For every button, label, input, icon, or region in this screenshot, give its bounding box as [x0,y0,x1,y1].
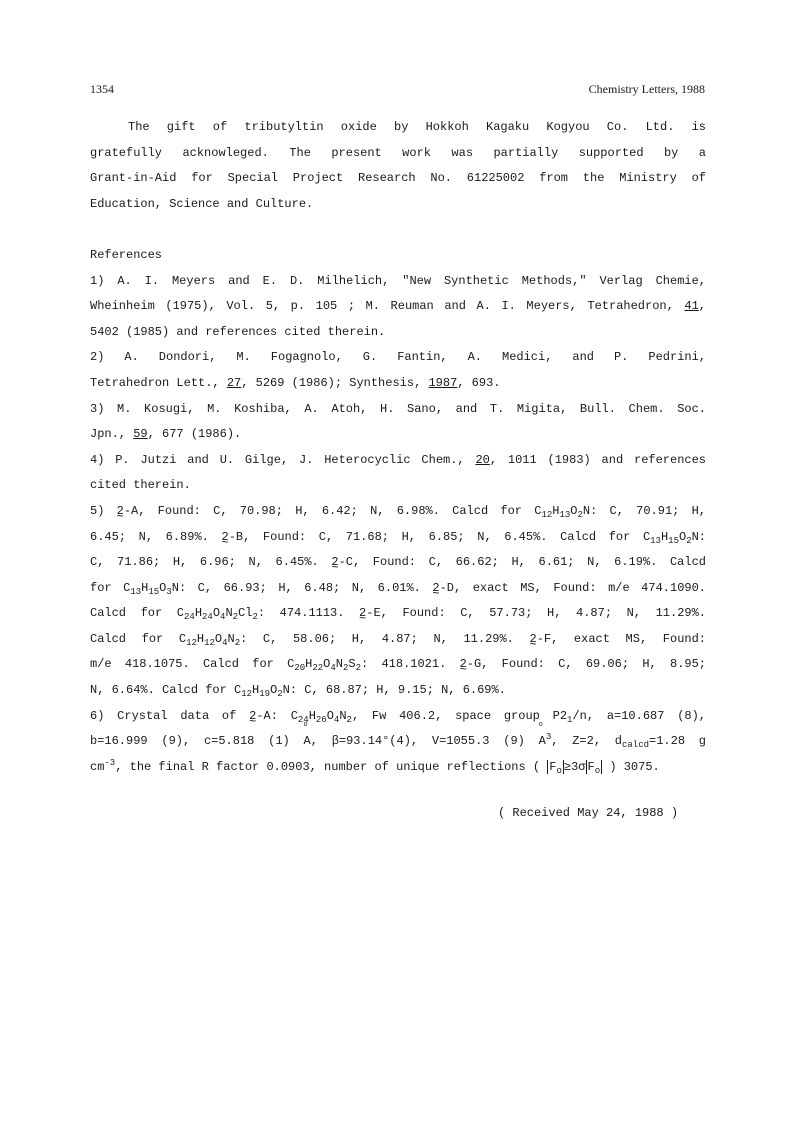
reference-5-line: Calcd for $C_{12}H_{12}O_4N_2$: C, 58.06; H, 4.87; N, 11.29%. 2 ~-F, exact MS, Found: [90,630,706,656]
compound-number: 2 ~ [249,707,256,725]
volume-number: 27 [226,375,242,390]
reference-5-line: for $C_{13}H_{15}O_3N$: C, 66.93; H, 6.48; N, 6.01%. 2 ~-D, exact MS, Found: m/e 474.1090. [90,579,706,605]
reference-5-line: m/e 418.1075. Calcd for $C_{20}H_{22}O_4N_2S_2$: 418.1021. 2 ~-G, Found: C, 69.06; H, 8.95; [90,655,706,681]
reference-3-line: Jpn., 59, 677 (1986). [90,427,242,442]
acknowledgment-line: Grant-in-Aid for Special Project Research No. 61225002 from the Ministry of [90,171,706,186]
acknowledgment-line: gratefully acknowleged. The present work was partially supported by a [90,145,706,160]
compound-number: 2 ~ [460,655,467,673]
body-text [90,118,706,783]
reference-6-line: b=16.999 (9), c=5.818 (1) o A, β=93.14°(4), V=1055.3 (9) o $A^3$, Z=2, $d_{calcd}=1.28$ g [90,732,706,758]
volume-number: 41 [684,299,699,314]
page-header [90,82,705,98]
received-date: ( Received May 24, 1988 ) [498,806,679,820]
acknowledgment-line: The gift of tributyltin oxide by Hokkoh Kagaku Kogyou Co. Ltd. is [128,120,706,134]
references-heading: References [90,247,163,262]
compound-number: 2 ~ [117,502,124,520]
reference-4-line: cited therein. [90,478,191,493]
reference-5-line: N, 6.64%. Calcd for $C_{12}H_{19}O_2N$: C, 68.87; H, 9.15; N, 6.69%. [90,683,506,700]
volume-number: 20 [475,452,490,467]
compound-number: 2 ~ [331,553,338,571]
acknowledgment-line: Education, Science and Culture. [90,196,314,211]
compound-number: 2 ~ [221,528,228,546]
compound-number: 2 ~ [432,579,439,597]
reference-5-line: Calcd for $C_{24}H_{24}O_4N_2Cl_2$: 474.1113. 2 ~-E, Found: C, 57.73; H, 4.87; N, 11.29%. [90,604,706,630]
reference-5-line: 6.45; N, 6.89%. 2 ~-B, Found: C, 71.68; H, 6.85; N, 6.45%. Calcd for $C_{13}H_{15}O_2N$: [90,528,706,554]
volume-number: 1987 [428,375,458,390]
angstrom-symbol: o A [304,732,311,750]
reference-6-line: 6) Crystal data of 2 ~-A: $C_{24}H_{26}O_4N_2$, Fw 406.2, space group $P2_1/n$, a=10.687 (8), [90,707,706,733]
reference-1-line: 5402 (1985) and references cited therein. [90,324,386,339]
reference-1-line: Wheinheim (1975), Vol. 5, p. 105 ; M. Reuman and A. I. Meyers, Tetrahedron, 41, [90,299,706,314]
reference-4-line: 4) P. Jutzi and U. Gilge, J. Heterocyclic Chem., 20, 1011 (1983) and references [90,452,706,467]
compound-number: 2 ~ [530,630,537,648]
page-number: 1354 [90,82,114,96]
reference-1-line: 1) A. I. Meyers and E. D. Milhelich, "New Synthetic Methods," Verlag Chemie, [90,273,706,288]
journal-citation: Chemistry Letters, 1988 [588,82,705,96]
reference-5-line: C, 71.86; H, 6.96; N, 6.45%. 2 ~-C, Found: C, 66.62; H, 6.61; N, 6.19%. Calcd [90,553,706,579]
reference-2-line: 2) A. Dondori, M. Fogagnolo, G. Fantin, A. Medici, and P. Pedrini, [90,350,706,365]
angstrom-symbol: o A [539,732,546,750]
reference-6-line: $cm^{-3}$, the final R factor 0.0903, number of unique reflections ( $F_o \ge 3\sigma$ $F_o$ ) 3075. [90,757,660,776]
volume-number: 59 [133,427,148,442]
reference-2-line: Tetrahedron Lett., 27, 5269 (1986); Synthesis, 1987, 693. [90,375,501,390]
abs-value: $F_o$ [549,759,562,776]
reference-3-line: 3) M. Kosugi, M. Koshiba, A. Atoh, H. Sano, and T. Migita, Bull. Chem. Soc. [90,401,706,416]
reference-5-line: 5) 2 ~-A, Found: C, 70.98; H, 6.42; N, 6.98%. Calcd for $C_{12}H_{13}O_2N$: C, 70.91; H, [90,502,706,528]
abs-value: $F_o$ [587,759,601,776]
compound-number: 2 ~ [359,604,366,622]
